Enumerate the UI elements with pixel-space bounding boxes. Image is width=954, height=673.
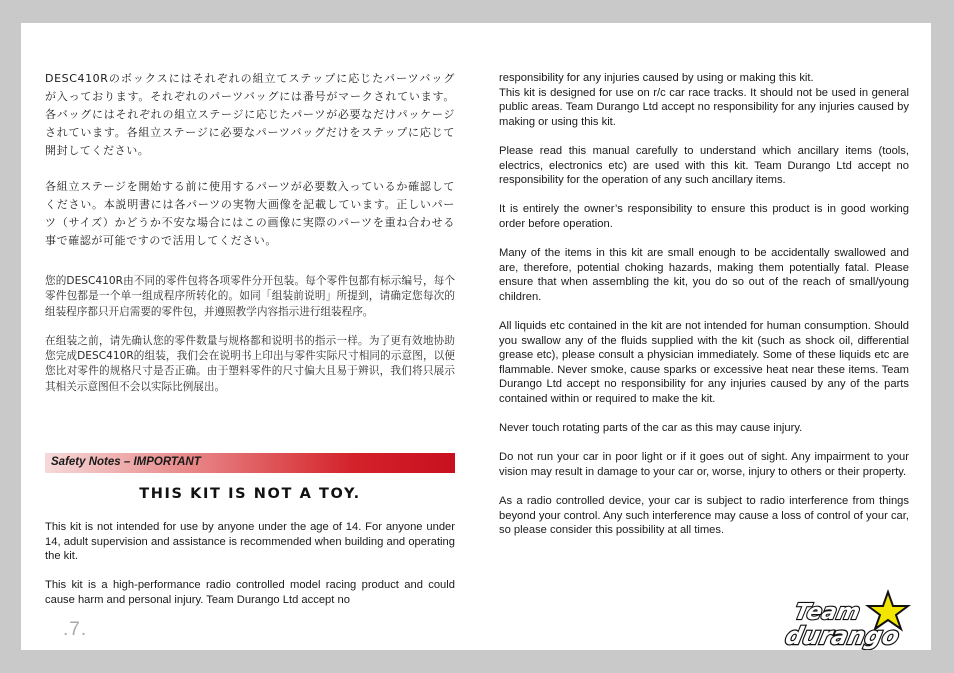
jp-paragraph-1: DESC410Rのボックスにはそれぞれの組立てステップに応じたパーツバッグが入っております。それぞれのパーツバッグには番号がマークされています。各バッグにはそれぞれの組立ステージに応じたパーツが必要なだけパッケージされています。各組立ステージに必要なパーツバッグだけをステップに応じて開封してください。 — [45, 72, 455, 157]
zh-paragraph-2: 在组装之前，请先确认您的零件数量与规格都和说明书的指示一样。为了更有效地协助您完成DESC410R的组装，我们会在说明书上印出与零件实际尺寸相同的示意图，以便您比对零件的规格尺寸是否正确。由于塑料零件的尺寸偏大且易于辨识，我们将只展示其相关示意图但不会以实际比例展出。 — [45, 334, 455, 393]
right-paragraph-6: Never touch rotating parts of the car as this may cause injury. — [499, 422, 803, 435]
left-column — [45, 70, 455, 409]
safety-notes-title: Safety Notes – IMPORTANT — [51, 456, 201, 468]
right-paragraph-8: As a radio controlled device, your car is subject to radio interference from things beyond your control. Any such interference may cause a loss of control of your car, so please consider this possibility at all times. — [499, 495, 909, 537]
team-durango-logo — [766, 588, 926, 650]
right-paragraph-5: All liquids etc contained in the kit are not intended for human consumption. Should you swallow any of the fluids supplied with the kit (such as shock oil, differential grease etc), please consult a physician immediately. Some of these liquids etc are flammable. Never smoke, cause sparks or excessive heat near these items. Team Durango Ltd accept no responsibility for any injuries caused by any of the parts contained within or required to make the kit. — [499, 320, 909, 406]
safety-notes-banner — [45, 453, 455, 473]
right-paragraph-2: Please read this manual carefully to understand which ancillary items (tools, electrics, electronics etc) are used with this kit. Team Durango Ltd accept no responsibility for the operation of any such ancillary items. — [499, 144, 909, 187]
not-a-toy-heading: THIS KIT IS NOT A TOY. — [139, 486, 361, 502]
right-paragraph-1: responsibility for any injuries caused by using or making this kit. This kit is designed for use on r/c car race tracks. It should not be used in general public areas. Team Durango Ltd accept no responsibility for any injuries caused by making or using this kit. — [499, 72, 909, 128]
logo-word-team: Team — [792, 599, 863, 625]
right-paragraph-3: It is entirely the owner’s responsibility to ensure this product is in good working order before operation. — [499, 203, 909, 230]
left-english-section — [45, 520, 455, 622]
right-paragraph-7: Do not run your car in poor light or if it goes out of sight. Any impairment to your vision may result in damage to your car or, worse, injury to others or their property. — [499, 451, 909, 479]
chinese-section — [45, 274, 455, 395]
en-paragraph-2: This kit is a high-performance radio controlled model racing product and could cause harm and personal injury. Team Durango Ltd accept no — [45, 579, 455, 606]
right-paragraph-4: Many of the items in this kit are small enough to be accidentally swallowed and are, therefore, potential choking hazards, making them potentially fatal. Please ensure that when assembling the kit, you do so out of the reach of small/young children. — [499, 247, 909, 303]
zh-paragraph-1: 您的DESC410R由不同的零件包将各项零件分开包装。每个零件包都有标示编号，每个零件包都是一个单一组成程序所转化的。如同「组装前说明」所提到，请确定您每次的组装程序都只开启需要的零件包，并遵照教学内容指示进行组装程序。 — [45, 275, 455, 318]
page-number: .7. — [63, 619, 88, 640]
logo-word-durango: durango — [782, 621, 902, 650]
en-paragraph-1: This kit is not intended for use by anyone under the age of 14. For anyone under 14, adult supervision and assistance is recommended when building and operating the kit. — [45, 521, 455, 563]
manual-page — [21, 23, 931, 650]
japanese-section — [45, 70, 455, 250]
jp-paragraph-2: 各組立ステージを開始する前に使用するパーツが必要数入っているか確認してください。本説明書には各パーツの実物大画像を記載しています。正しいパーツ（サイズ）かどうか不安な場合にはこの画像に実際のパーツを重ね合わせる事で確認が可能ですので活用してください。 — [45, 180, 455, 247]
right-column — [499, 71, 909, 553]
